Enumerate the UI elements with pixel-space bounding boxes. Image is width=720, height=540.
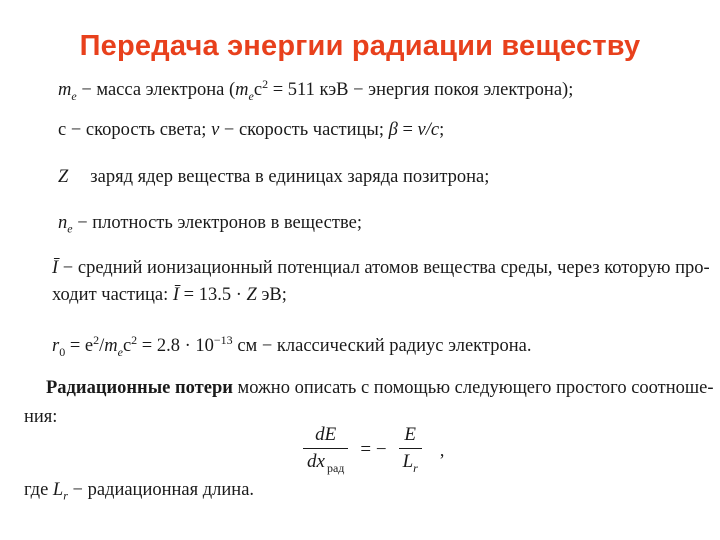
lhs-numerator: dE (315, 424, 337, 445)
text: = 13.5 · (179, 285, 247, 305)
symbol-z: Z (58, 167, 69, 187)
lhs-subscript: рад (326, 461, 345, 475)
comma: , (439, 439, 445, 460)
rhs-den-text: L (402, 451, 414, 473)
rhs-fraction (399, 424, 422, 476)
symbol-sub-r: r (63, 488, 68, 503)
text: − скорость частицы; (219, 120, 389, 140)
definition-charge (58, 167, 489, 188)
text: ния: (24, 407, 58, 427)
symbol-sub-e: e (117, 344, 123, 359)
text: ходит частица: (52, 285, 173, 305)
radiation-loss-formula (303, 420, 444, 480)
symbol-sub-0: 0 (59, 344, 66, 359)
symbol-v: v (211, 120, 220, 140)
symbol-n: n (58, 213, 68, 233)
text: = 511 кэВ − энергия покоя электрона); (268, 80, 574, 101)
text: эВ; (256, 285, 287, 305)
exponent: −13 (213, 333, 233, 347)
text: − плотность электронов в веществе; (72, 213, 362, 233)
symbol-v-over-c: v/c (417, 120, 440, 140)
radiation-losses-paragraph (46, 378, 714, 399)
text: − радиационная длина. (67, 480, 255, 500)
text: c − скорость света; (58, 120, 212, 140)
symbol-i-bar: Ī (52, 258, 59, 278)
definition-electron-mass (58, 77, 573, 104)
rhs-numerator: E (404, 424, 416, 446)
symbol-z: Z (246, 285, 257, 305)
symbol-m: m (58, 80, 72, 101)
text: масса электрона ( (96, 80, 236, 101)
text: = (397, 120, 418, 140)
definition-classical-radius (52, 333, 531, 360)
definition-ionization-potential (52, 258, 710, 279)
text: / (99, 336, 105, 357)
rhs-denominator (399, 448, 422, 476)
symbol-sub-e: e (71, 88, 77, 103)
term-radiation-losses: Радиационные потери (46, 378, 233, 398)
symbol-sub-e: e (67, 221, 73, 236)
symbol-sub-e: e (248, 88, 254, 103)
text: = 2.8 · 10 (137, 336, 214, 357)
text: заряд ядер вещества в единицах заряда позитрона; (90, 167, 490, 187)
symbol-r: r (52, 336, 60, 357)
text: см − классический радиус электрона. (232, 336, 532, 357)
text: можно описать с помощью следующего простого соотноше- (232, 378, 714, 398)
text: ; (439, 120, 445, 140)
symbol-c: c (253, 80, 263, 101)
definition-ionization-potential-cont (52, 285, 287, 306)
text: − средний ионизационный потенциал атомов вещества среды, через которую про- (58, 258, 710, 278)
definition-electron-density (58, 213, 362, 237)
equals-minus: = − (360, 439, 387, 460)
radiation-length-definition (24, 480, 254, 504)
rhs-subscript: r (413, 460, 418, 475)
exponent: 2 (262, 77, 269, 91)
symbol-m: m (104, 336, 118, 357)
text: c (122, 336, 132, 357)
text: где (24, 480, 53, 500)
dash: − (76, 80, 97, 101)
symbol-beta: β (388, 120, 398, 140)
radiation-losses-paragraph-cont (24, 407, 57, 428)
symbol-i-bar: Ī (172, 285, 180, 305)
text: = e (65, 336, 94, 357)
symbol-l: L (52, 480, 64, 500)
definition-speed (58, 120, 444, 141)
lhs-denominator (303, 448, 348, 476)
exponent: 2 (131, 333, 138, 347)
lhs-den-text: dx (307, 451, 325, 472)
exponent: 2 (93, 333, 100, 347)
lhs-fraction (303, 424, 348, 476)
slide-title: Передача энергии радиации веществу (79, 30, 641, 62)
symbol-m: m (235, 80, 249, 101)
